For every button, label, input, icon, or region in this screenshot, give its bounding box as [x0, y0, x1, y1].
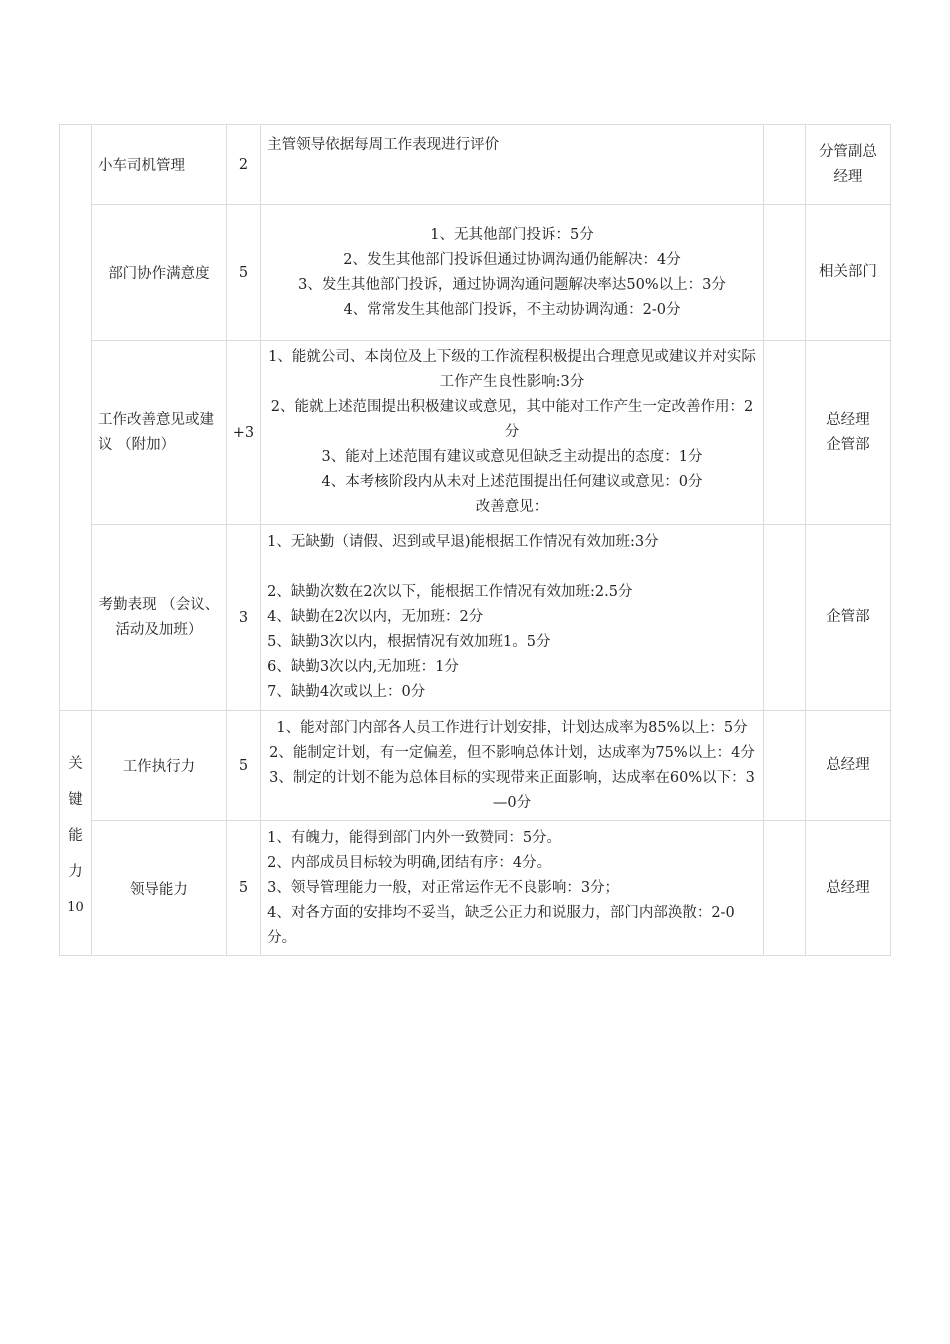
- category-char: 力: [68, 864, 83, 880]
- criteria-line: 2、能就上述范围提出积极建议或意见，其中能对工作产生一定改善作用：2分: [270, 399, 754, 440]
- criteria-line: 改善意见：: [475, 499, 549, 515]
- item-name: 领导能力: [92, 821, 227, 956]
- criteria-line: 4、常常发生其他部门投诉，不主动协调沟通：2-0分: [343, 301, 681, 318]
- owner-line: 总经理: [826, 411, 870, 428]
- criteria-line: 4、本考核阶段内从未对上述范围提出任何建议或意见：0分: [321, 474, 703, 490]
- item-owner: 分管副总经理: [805, 125, 890, 205]
- item-criteria: [261, 341, 764, 525]
- criteria-line: 6、缺勤3次以内,无加班：1分: [267, 659, 459, 675]
- criteria-line: 1、无其他部门投诉：5分: [430, 226, 594, 243]
- blank-cell: [763, 525, 805, 711]
- item-score: 2: [226, 125, 260, 205]
- table-row: [60, 525, 891, 711]
- blank-cell: [763, 821, 805, 956]
- item-name: 工作执行力: [92, 711, 227, 821]
- category-char: 关: [68, 756, 83, 772]
- category-score: 10: [67, 900, 84, 915]
- criteria-line: 7、缺勤4次或以上：0分: [267, 684, 426, 700]
- item-score: 5: [226, 821, 260, 956]
- criteria-line: 1、能就公司、本岗位及上下级的工作流程积极提出合理意见或建议并对实际工作产生良性影响:3分: [268, 349, 756, 390]
- blank-cell: [763, 341, 805, 525]
- blank-cell: [763, 205, 805, 341]
- evaluation-table: [59, 124, 891, 956]
- category-char: 能: [68, 828, 83, 844]
- category-key-ability: [60, 711, 92, 956]
- criteria-line: 2、缺勤次数在2次以下，能根据工作情况有效加班:2.5分: [267, 584, 633, 600]
- criteria-line: 4、缺勤在2次以内，无加班：2分: [267, 609, 484, 625]
- blank-cell: [763, 125, 805, 205]
- item-owner: 企管部: [805, 525, 890, 711]
- criteria-line: 1、能对部门内部各人员工作进行计划安排，计划达成率为85%以上：5分 2、能制定计划，有一定偏差，但不影响总体计划，达成率为75%以上：4分 3、制定的计划不能为总体目标的实现带来正面影响，达成率在60%以下：3—0分: [269, 719, 770, 811]
- item-score: 5: [226, 711, 260, 821]
- item-name: 小车司机管理: [92, 125, 227, 205]
- item-criteria: [261, 525, 764, 711]
- table-row: [60, 821, 891, 956]
- item-owner: 相关部门: [805, 205, 890, 341]
- item-owner: 总经理: [805, 821, 890, 956]
- criteria-line: 2、发生其他部门投诉但通过协调沟通仍能解决：4分: [343, 251, 681, 268]
- item-score: 3: [226, 525, 260, 711]
- criteria-line: 1、无缺勤（请假、迟到或早退)能根据工作情况有效加班:3分: [267, 534, 659, 550]
- blank-cell: [763, 711, 805, 821]
- category-cell-empty: [60, 125, 92, 711]
- table-row: [60, 711, 891, 821]
- item-criteria: [261, 205, 764, 341]
- item-score: +3: [226, 341, 260, 525]
- table-row: [60, 341, 891, 525]
- item-criteria: [261, 711, 770, 821]
- item-name: 考勤表现 （会议、活动及加班）: [92, 525, 227, 711]
- item-name: 工作改善意见或建议 （附加）: [92, 341, 227, 525]
- item-score: 5: [226, 205, 260, 341]
- criteria-line: 3、领导管理能力一般，对正常运作无不良影响：3分；: [267, 879, 620, 896]
- item-owner: [805, 341, 890, 525]
- criteria-line: 2、内部成员目标较为明确,团结有序：4分。: [267, 854, 552, 871]
- criteria-line: 5、缺勤3次以内，根据情况有效加班1。5分: [267, 634, 551, 650]
- owner-line: 企管部: [826, 436, 870, 453]
- criteria-line: 主管领导依据每周工作表现进行评价: [267, 137, 500, 153]
- item-owner: 总经理: [805, 711, 890, 821]
- criteria-line: [267, 555, 757, 580]
- item-criteria: [261, 821, 764, 956]
- criteria-line: 3、能对上述范围有建议或意见但缺乏主动提出的态度：1分: [321, 449, 703, 465]
- table-row: [60, 125, 891, 205]
- criteria-line: 1、有魄力，能得到部门内外一致赞同：5分。: [267, 829, 562, 846]
- item-name: 部门协作满意度: [92, 205, 227, 341]
- item-criteria: [261, 125, 764, 205]
- criteria-line: 3、发生其他部门投诉，通过协调沟通问题解决率达50%以上：3分: [298, 276, 726, 293]
- table-row: [60, 205, 891, 341]
- criteria-line: 4、对各方面的安排均不妥当，缺乏公正力和说服力，部门内部涣散：2-0分。: [267, 904, 735, 946]
- category-char: 键: [68, 792, 83, 808]
